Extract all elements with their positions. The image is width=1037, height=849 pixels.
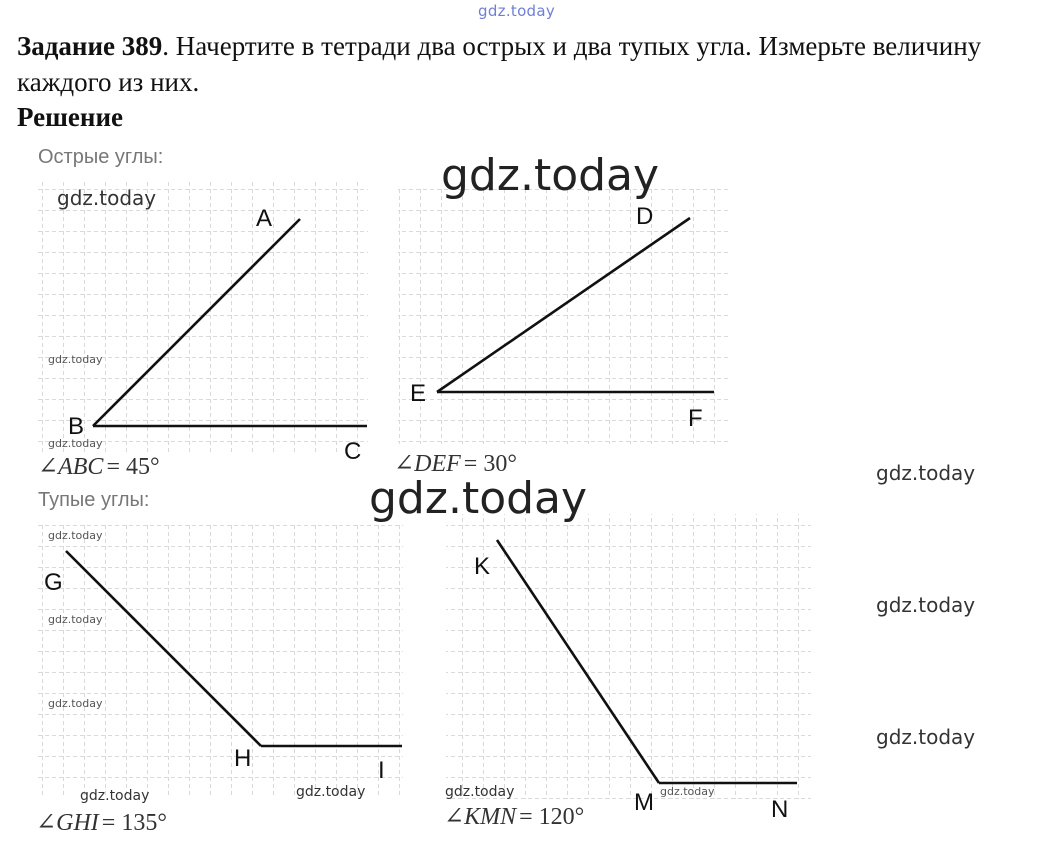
watermark-small: gdz.today [296,784,366,800]
angle-name: GHI [56,810,99,836]
watermark-small: gdz.today [445,784,515,800]
angle-value: 30° [483,451,517,477]
point-label-n: N [771,796,789,823]
grid-background [38,524,403,796]
point-label-g: G [44,569,63,596]
watermark: gdz.today [876,461,976,485]
point-label-c: C [344,438,362,465]
angle-value: 135° [121,810,167,836]
task-number: Задание 389 [17,31,163,61]
point-label-a: A [256,205,273,232]
watermark: gdz.today [876,725,976,749]
watermark-top: gdz.today [478,2,556,20]
angle-value: 120° [538,804,585,830]
grid-background [38,182,368,454]
point-label-b: B [68,413,85,440]
panel-abc [38,182,368,480]
point-label-h: H [234,745,252,772]
point-label-e: E [410,380,427,407]
point-label-m: M [634,789,654,816]
task-text: . Начертите в тетради два острых и два тупых угла. Измерьте величину каждого из них. [17,31,982,97]
angle-value: 45° [125,454,160,480]
point-label-d: D [636,203,654,230]
angle-name: DEF [414,451,461,477]
angle-caption-abc: ∠ABC = 45° [38,454,160,480]
watermark: gdz.today [57,186,157,210]
angle-name: ABC [58,454,104,480]
obtuse-angles-label: Тупые углы: [38,489,150,511]
angle-name: KMN [464,804,517,830]
watermark-large: gdz.today [441,150,660,201]
point-label-i: I [378,757,385,784]
watermark-small: gdz.today [48,613,103,626]
panel-kmn [444,514,811,830]
watermark-small: gdz.today [48,437,103,450]
point-label-k: K [474,553,491,580]
point-label-f: F [688,405,703,432]
angle-caption-def: ∠DEF = 30° [394,451,517,477]
solution-heading: Решение [17,102,123,132]
watermark: gdz.today [876,593,976,617]
watermark-small: gdz.today [80,788,150,804]
panel-def [394,186,728,477]
acute-angles-label: Острые углы: [38,146,164,168]
watermark-large: gdz.today [369,473,588,524]
watermark-small: gdz.today [660,785,715,798]
watermark-small: gdz.today [48,353,103,366]
angle-caption-ghi: ∠GHI = 135° [36,810,167,836]
grid-background [446,514,811,799]
watermark-small: gdz.today [48,697,103,710]
angle-caption-kmn: ∠KMN = 120° [444,804,585,830]
watermark-small: gdz.today [48,529,103,542]
